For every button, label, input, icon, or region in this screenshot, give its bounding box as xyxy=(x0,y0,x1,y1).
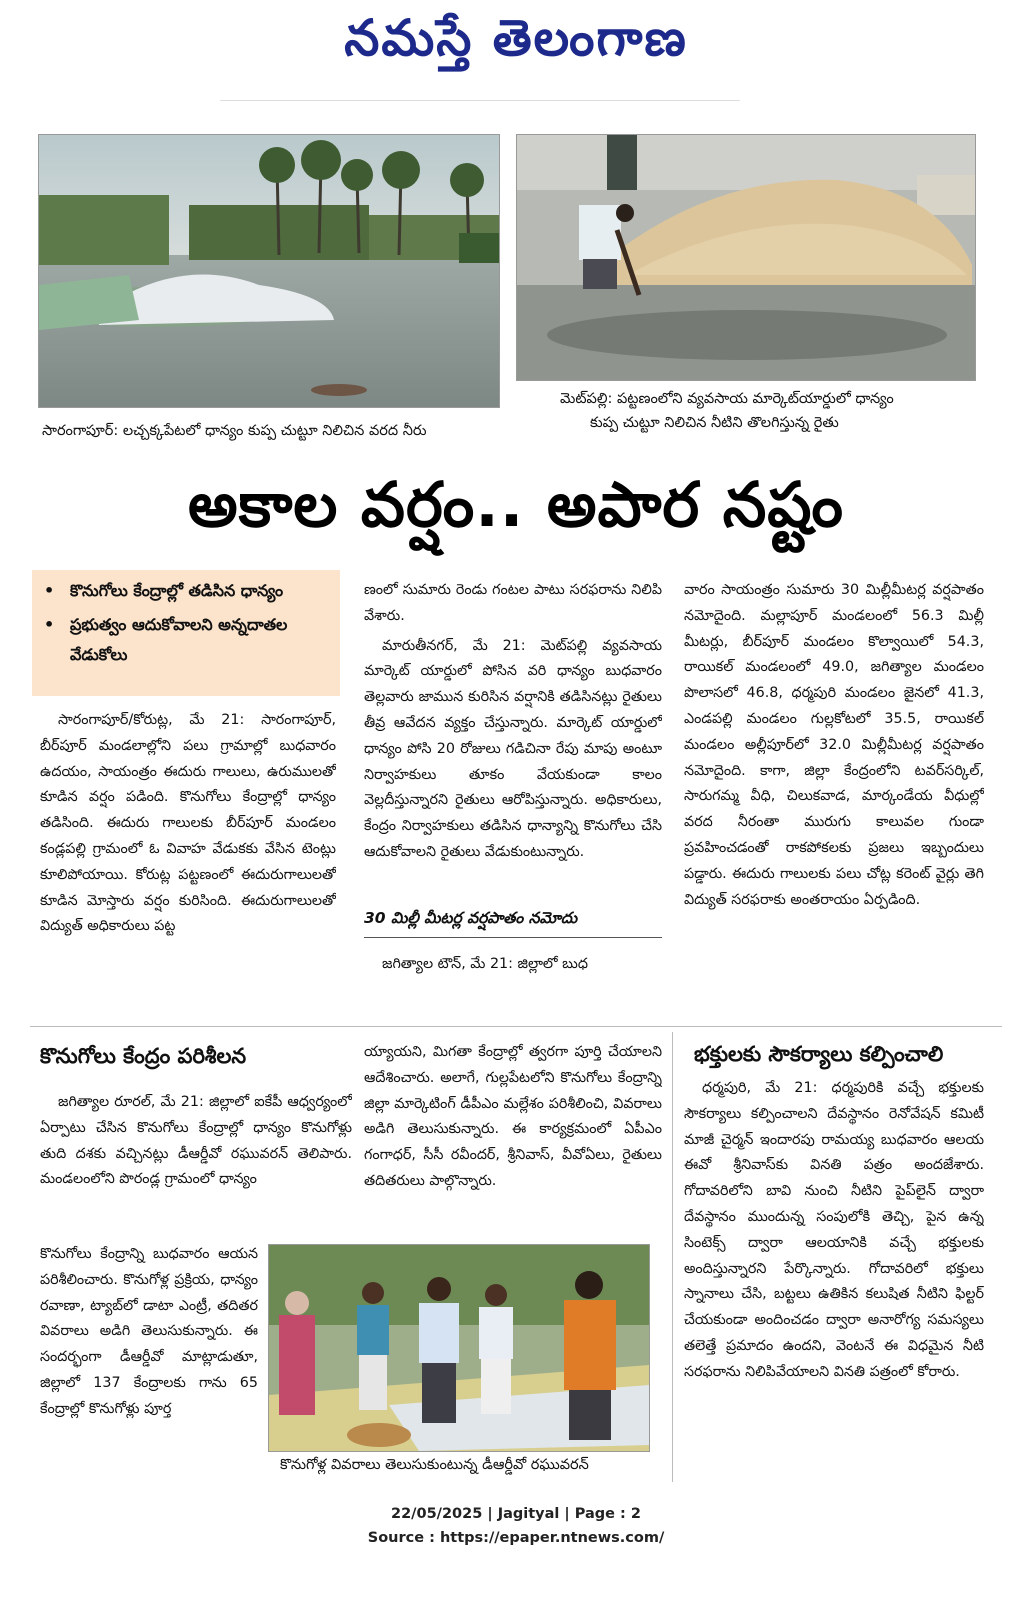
story2-column1-bottom xyxy=(40,1242,258,1488)
footer-source-link[interactable]: Source : https://epaper.ntnews.com/ xyxy=(367,1530,665,1546)
masthead-title: నమస్తే తెలంగాణ xyxy=(344,8,688,67)
story1-column3 xyxy=(684,578,984,1014)
masthead-divider xyxy=(220,100,740,101)
column-divider xyxy=(672,1032,673,1482)
highlight-text: ప్రభుత్వం ఆదుకోవాలని అన్నదాతల వేడుకోలు xyxy=(70,615,288,664)
story1-paragraph: జగిత్యాల టౌన్, మే 21: జిల్లాలో బుధ xyxy=(382,956,588,973)
story2-column2 xyxy=(364,1040,662,1232)
footer-page-info: 22/05/2025 | Jagityal | Page : 2 xyxy=(391,1506,641,1522)
section-divider xyxy=(30,1026,1002,1027)
caption-metpally-photo-line1: మెట్‌పల్లి: పట్టణంలోని వ్యవసాయ మార్కెట్‌యార్డులో ధాన్యం xyxy=(560,391,894,407)
story1-subheading: 30 మిల్లీ మీటర్ల వర్షపాతం నమోదు xyxy=(364,906,662,939)
story2-paragraph: య్యాయని, మిగతా కేంద్రాల్లో త్వరగా పూర్తి చేయాలని ఆదేశించారు. అలాగే, గుల్లపేటలోని కొనుగోలు కేంద్రాన్ని జిల్లా మార్కెటింగ్ డీపీఎం మల్లేశం పరిశీలించి, వివరాలు అడిగి తెలుసుకున్నారు. ఈ కార్యక్రమంలో ఏపీఎం గంగాధర్, సీసీ రవీందర్, శ్రీనివాస్, వీవోఏలు, రైతులు తదితరులు పాల్గొన్నారు. xyxy=(364,1044,662,1189)
story1-paragraph: వారం సాయంత్రం సుమారు 30 మిల్లీమీటర్ల వర్షపాతం నమోదైంది. మల్లాపూర్ మండలంలో 56.3 మిల్లీ మీటర్లు, బీర్‌పూర్ మండలం కొల్వాయిలో 54.3, రాయికల్ మండలంలో 49.0, జగిత్యాల మండలం పొలాసలో 46.8, ధర్మపురి మండలం జైనలో 41.3, ఎండపల్లి మండలం గుల్లకోటలో 35.5, రాయికల్ మండలం అల్లీపూర్‌లో 32.0 మిల్లీమీటర్ల వర్షపాతం నమోదైంది. కాగా, జిల్లా కేంద్రంలోని టవర్‌సర్కిల్, సారుగమ్మ వీధి, చిలుకవాడ, మార్కండేయ వీధుల్లో వరద నీరంతా మురుగు కాలువల గుండా ప్రవహించడంతో రాకపోకలకు ప్రజలు ఇబ్బందులు పడ్డారు. ఈదురు గాలులకు పలు చోట్ల కరెంట్ వైర్లు తెగి విద్యుత్ సరఫరాకు అంతరాయం ఏర్పడింది. xyxy=(684,582,984,908)
story1-paragraph: ణంలో సుమారు రెండు గంటల పాటు సరఫరాను నిలిపి వేశారు. xyxy=(364,582,662,624)
story2-paragraph: కొనుగోలు కేంద్రాన్ని బుధవారం ఆయన పరిశీలించారు. కొనుగోళ్ల ప్రక్రియ, ధాన్యం రవాణా, ట్యాబ్‌లో డాటా ఎంట్రీ, తదితర వివరాలు అడిగి తెలుసుకున్నారు. ఈ సందర్భంగా డీఆర్డీవో మాట్లాడుతూ, జిల్లాలో 137 కేంద్రాలకు గాను 65 కేంద్రాల్లో కొనుగోళ్లు పూర్త xyxy=(40,1246,258,1417)
story1-column1 xyxy=(40,708,336,1000)
story1-paragraph: మారుతీనగర్, మే 21: మెట్‌పల్లి వ్యవసాయ మార్కెట్ యార్డులో పోసిన వరి ధాన్యం బుధవారం తెల్లవారు జామున కురిసిన వర్షానికి తడిసినట్లు రైతులు తీవ్ర ఆవేదన వ్యక్తం చేస్తున్నారు. మార్కెట్ యార్డులో ధాన్యం పోసి 20 రోజులు గడిచినా రేపు మాపు అంటూ నిర్వాహకులు తూకం వేయకుండా కాలం వెల్లదీస్తున్నారని రైతులు ఆరోపిస్తున్నారు. అధికారులు, కేంద్రం నిర్వాహకులు తడిసిన ధాన్యాన్ని కొనుగోలు చేసి ఆదుకోవాలని రైతులు వేడుకుంటున్నారు. xyxy=(364,637,662,860)
story2-column1-top xyxy=(40,1090,352,1240)
photo-drdo-inspection xyxy=(268,1244,650,1452)
caption-saranga-photo: సారంగాపూర్: లచ్చక్కపేటలో ధాన్యం కుప్ప చుట్టూ నిలిచిన వరద నీరు xyxy=(42,423,427,439)
main-headline: అకాల వర్షం.. అపార నష్టం xyxy=(188,468,844,541)
highlight-item: • ప్రభుత్వం ఆదుకోవాలని అన్నదాతల వేడుకోలు xyxy=(44,610,330,670)
story1-paragraph: సారంగాపూర్/కోరుట్ల, మే 21: సారంగాపూర్, బీర్‌పూర్ మండలాల్లోని పలు గ్రామాల్లో బుధవారం ఉదయం, సాయంత్రం ఈదురు గాలులు, ఉరుములతో కూడిన వర్షం పడింది. కొనుగోలు కేంద్రాల్లో ధాన్యం తడిసింది. ఈదురు గాలులకు బీర్‌పూర్ మండలం కండ్లపల్లి గ్రామంలో ఓ వివాహ వేడుకకు వేసిన టెంట్లు కూలిపోయాయి. కోరుట్ల పట్టణంలో ఈదురుగాలులతో కూడిన మోస్తారు వర్షం కురిసింది. ఈదురుగాలులతో విద్యుత్ అధికారులు పట్ట xyxy=(40,712,336,935)
highlights-box xyxy=(32,570,340,696)
photo-farmer-grain-heap xyxy=(516,134,976,381)
highlight-item: • కొనుగోలు కేంద్రాల్లో తడిసిన ధాన్యం xyxy=(44,576,330,606)
story3-title: భక్తులకు సౌకర్యాలు కల్పించాలి xyxy=(694,1042,944,1066)
caption-inspection-photo: కొనుగోళ్ల వివరాలు తెలుసుకుంటున్న డీఆర్డీవో రఘువరన్ xyxy=(280,1457,589,1473)
caption-metpally-photo-line2: కుప్ప చుట్టూ నిలిచిన నీటిని తొలగిస్తున్న రైతు xyxy=(590,415,839,431)
story2-paragraph: జగిత్యాల రూరల్, మే 21: జిల్లాలో ఐకేపీ ఆధ్వర్యంలో ఏర్పాటు చేసిన కొనుగోలు కేంద్రాల్లో ధాన్యం కొనుగోళ్లు తుది దశకు వచ్చినట్లు డీఆర్డీవో రఘువరన్ తెలిపారు. మండలంలోని పొరండ్ల గ్రామంలో ధాన్యం xyxy=(40,1094,352,1188)
story3-column xyxy=(684,1076,984,1476)
story2-title: కొనుగోలు కేంద్రం పరిశీలన xyxy=(40,1044,247,1068)
story1-column2 xyxy=(364,578,662,978)
photo-flooded-grain xyxy=(38,134,500,408)
highlight-text: కొనుగోలు కేంద్రాల్లో తడిసిన ధాన్యం xyxy=(70,581,284,600)
story3-paragraph: ధర్మపురి, మే 21: ధర్మపురికి వచ్చే భక్తులకు సౌకర్యాలు కల్పించాలని దేవస్థానం రెనోవేషన్ కమిటీ మాజీ చైర్మన్ ఇందారపు రామయ్య బుధవారం ఆలయ ఈవో శ్రీనివాస్‌కు వినతి పత్రం అందజేశారు. గోదావరిలోని బావి నుంచి నీటిని పైప్‌లైన్ ద్వారా దేవస్థానం ముందున్న సంపులోకి తెచ్చి, పైన ఉన్న సింటెక్స్ ద్వారా ఆలయానికి వచ్చే భక్తులకు అందిస్తున్నారని పేర్కొన్నారు. గోదావరిలో భక్తులు స్నానాలు చేసి, బట్టలు ఉతికిన కలుషిత నీటిని ఫిల్టర్ చేయకుండా అందించడం ద్వారా అనారోగ్య సమస్యలు తలెత్తే ప్రమాదం ఉందని, వెంటనే ఈ విధమైన నీటి సరఫరాను నిలిపివేయాలని వినతి పత్రంలో కోరారు. xyxy=(684,1080,984,1380)
